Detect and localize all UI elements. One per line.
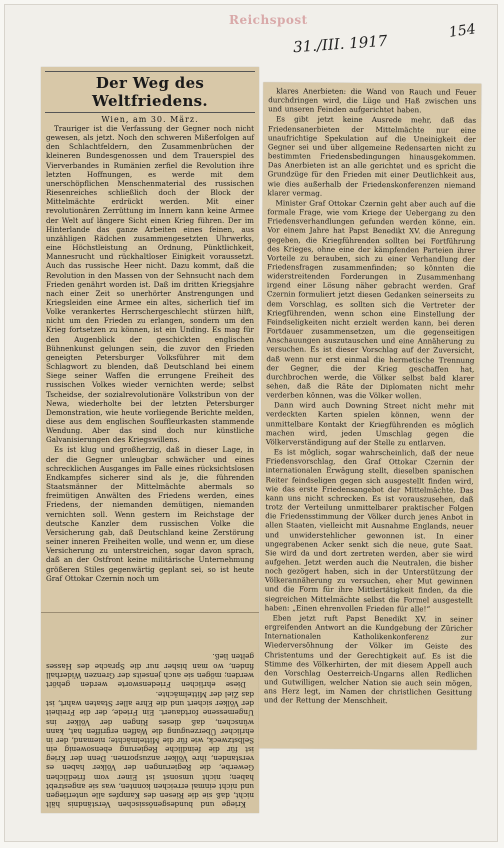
article-paragraph: klares Anerbieten: die Wand von Rauch und Feuer durchdringen wird, die Lüge und Haß zwischen uns und unseren Feinden aufgerichtet haben. bbox=[268, 86, 477, 115]
upside-down-paragraph: Kriege und bundesgenössischen Verständnis hält nicht, daß sie die Riesen des Kampfes alle unterliegen und nicht einmal erreichen konnten, was sie angestrebt haben; nicht umsonst ist Einer vom friedlichen Gewerbe, die Regierungen der Völker haben es verstanden, ihre Völker anzuspornen. Denn der Krieg ist für die feindliche Regierung ebensowenig ein Selbstzweck, wie für die Mittelmächte; niemand, der in ehrlicher Überzeugung die Waffen ergriffen hat, kann wünschen, daß dieses Ringen der Völker ins Ungemessene fortdauert. Ein Friede, der die Freiheit der Völker sichert und die Ehre aller Staaten wahrt, ist das Ziel der Mittelmächte. bbox=[46, 690, 254, 809]
article-paragraph: Eben jetzt ruft Papst Benedikt XV. in seiner ergreifenden Antwort an die Kundgebung der Züricher Internationalen Katholikenkonferenz zur Wiederversöhnung der Völker im Geiste des Christentums und der Gerechtigkeit auf. Es ist die Stimme des Völkerhirten, der mit diesem Appell auch den Vorschlag Oesterreich-Ungarns allen Redlichen und Gutwilligen, welcher Nation sie auch sein mögen, ans Herz legt, im Namen der christlichen Gesittung und der Rettung der Menschheit. bbox=[263, 613, 473, 706]
article-headline: Der Weg des Weltfriedens. bbox=[45, 71, 255, 113]
clipping-left-column bbox=[41, 67, 259, 813]
handwritten-date: 31./III. 1917 bbox=[292, 31, 388, 57]
archive-sheet bbox=[4, 4, 498, 842]
article-paragraph: Trauriger ist die Verfassung der Gegner noch nicht gewesen, als jetzt. Noch den schweren Mißerfolgen auf den Schlachtfeldern, den Zusammenbrüchen der kleineren Bundesgenossen und dem Trauerspiel des Vierverbandes in Rumänien zerfiel die Revolution ihre letzten Hoffnungen, es werde mit dem unerschöpflichen Menschenmaterial des russischen Riesenreiches schließlich doch der Block der Mittelmächte erdrückt werden. Mit einer revolutionären Zerrüttung im Innern kann keine Armee der Welt auf längere Sicht einen Krieg führen. Der im Hinterlande das ganze Arbeiten eines feinen, aus unzähligen Rädchen zusammengesetzten Uhrwerks, eine Höchstleistung an Ordnung, Pünktlichkeit, Mannesrucht und rückhaltloser Einigkeit voraussetzt. Auch das russische Heer nicht. Dazu kommt, daß die Revolution in den Massen von der Sehnsucht nach dem Frieden genährt worden ist. Daß im dritten Kriegsjahre nach einer Zeit so unerhörter Anstrengungen und Kriegsleiden eine Armee ein altes, sicherlich tief im Volke verankertes Herrschergeschlecht stürzen hilft, nicht um den Frieden zu erlangen, sondern um den Krieg fortsetzen zu können, ist ein Unding. Es mag für den Augenblick der geschickten englischen Bühnenkunst gelungen sein, die zuvor den Frieden geneigten Petersburger Volksführer mit dem Schlagwort zu blenden, daß Deutschland bei einem Siege seiner Waffen die errungene Freiheit des russischen Volkes wieder vernichten werde; selbst Tscheidse, der sozialrevolutionäre Volkstribun von der Newa, wiederholte bei der letzten Petersburger Demonstration, wie heute vorliegende Berichte melden, diese aus dem englischen Souffleurkasten stammende Wendung. Aber das sind doch nur künstliche Galvanisierungen des Kriegswillens. bbox=[46, 124, 254, 445]
article-paragraph: Es gibt jetzt keine Ausrede mehr, daß das Friedensanerbieten der Mittelmächte nur eine unaufrichtige Spekulation auf die Uneinigkeit der Gegner sei und über allgemeine Redensarten nicht zu bestimmten Friedensbedingungen hinausgekommen. Das Anerbieten ist an alle gerichtet und es spricht die Grundzüge für den Frieden mit einer Deutlichkeit aus, wie dies außerhalb der Friedenskonferenzen niemand klarer vermag. bbox=[267, 114, 477, 198]
article-paragraph: Minister Graf Ottokar Czernin geht aber auch auf die formale Frage, wie vom Kriege der Uebergang zu den Friedensverhandlungen gefunden werden könne, ein. Vor einem Jahre hat Papst Benedikt XV. die Anregung gegeben, die Kriegführenden sollten bei Fortführung des Krieges, ohne eine der kämpfenden Parteien ihrer Vorteile zu berauben, sich zu einer Verhandlung der Friedensfragen zusammenfinden; so könnten die widerstreitenden Forderungen in Zusammenhang irgend einer Lösung näher gebracht werden. Graf Czernin formuliert jetzt diesen Gedanken seinerseits zu dem Vorschlag, es sollten sich die Vertreter der Kriegführenden, wenn schon eine Einstellung der Feindseligkeiten nicht erzielt werden kann, bei deren Fortdauer zusammensetzen, um die gegenseitigen Anschauungen auszutauschen und eine Annäherung zu versuchen. Es ist dieser Vorschlag auf der Zuversicht, daß wenn nur erst einmal die hermetische Trennung der Gegner, die der Krieg geschaffen hat, durchbrochen werde, die Völker selbst bald klarer sehen, daß die Räte der Diplomaten nicht mehr verderben können, was die Völker wollen. bbox=[266, 198, 476, 401]
article-dateline: Wien, am 30. März. bbox=[101, 115, 199, 124]
clipping-right-column bbox=[259, 82, 482, 750]
article-paragraph: Es ist möglich, sogar wahrscheinlich, daß der neue Friedensvorschlag, den Graf Ottokar Czernin der internationalen Erwägung stellt, dieselben spanischen Reiter feindseligen gegen sich ausgestellt finden wird, wie das erste Friedensangebot der Mittelmächte. Das kann uns nicht schrecken. Es ist vorauszusehen, daß trotz der Verteilung unmittelbarer praktischer Folgen die Friedensstimmung der Völker durch jenes Anbot in allen Staaten, vielleicht mit Ausnahme Englands, neuer und unwiderstehlicher gewonnen ist. In einer ungegrabenen Acker senkt sich die neue, gute Saat. Sie wird da und dort zertreten werden, aber sie wird aufgehen. Jetzt werden auch die Neutralen, die bisher noch gezögert haben, sich in der Unterstützung der Völkerannäherung zu versuchen, eher Mut gewinnen und die Form für ihre Mittlertätigkeit finden, da die siegreichen Mittelmächte selbst die Formel ausgestellt haben: „Einen ehrenvollen Frieden für alle!“ bbox=[264, 447, 474, 614]
handwritten-page-number: 154 bbox=[448, 21, 477, 41]
upside-down-text-block bbox=[41, 612, 259, 813]
newspaper-stamp: Reichspost bbox=[229, 13, 308, 27]
upside-down-paragraph: Diese ehrlichen Friedensworte werden gehört werden; mögen sie auch jenseits der Grenzen Widerhall finden, wo man bisher nur die Sprache des Hasses gelten ließ. bbox=[46, 652, 254, 689]
article-paragraph: Dann wird auch Downing Street nicht mehr mit verdeckten Karten spielen können, wenn der unmittelbare Kontakt der Kriegführenden es möglich machen wird, jeden Umschlag gegen die Völkerverständigung auf der Stelle zu entlarven. bbox=[265, 400, 475, 448]
article-paragraph: Es ist klug und großherzig, daß in dieser Lage, in der die Gegner unleugbar schwächer und eines schrecklichen Ausganges im Falle eines rücksichtslosen Endkampfes sicherer sind als je, die führenden Staatsmänner der Mittelmächte abermals so freimütigen Anwälten des Friedens werden, eines Friedens, der niemanden demütigen, niemanden vernichten soll. Wenn gestern im Reichstage der deutsche Kanzler dem russischen Volke die Versicherung gab, daß Deutschland keine Zerstörung seiner inneren Freiheiten wolle, und wenn er, um diese Versicherung zu unterstreichen, sogar davon sprach, daß an der Ostfront keine militärische Unternehmung größeren Stiles gegenwärtig geplant sei, so ist heute Graf Ottokar Czernin noch um bbox=[46, 445, 254, 583]
